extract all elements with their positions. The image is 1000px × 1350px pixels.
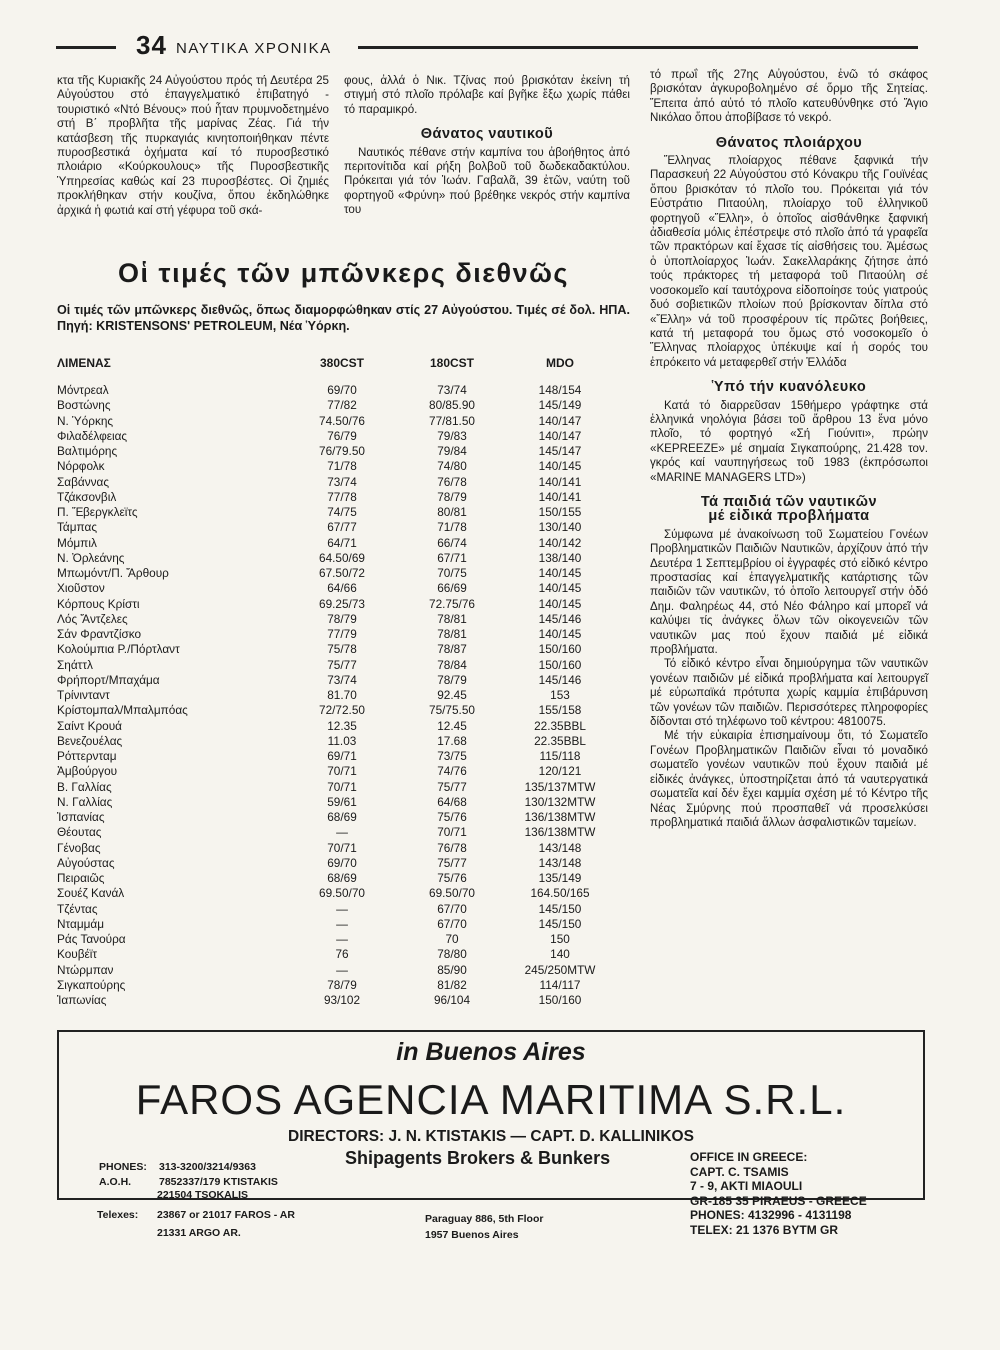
column-1-text <box>57 74 329 218</box>
price-mdo: 115/118 <box>539 749 581 763</box>
price-mdo: 145/146 <box>538 672 582 687</box>
table-row <box>57 978 630 993</box>
table-row <box>57 520 630 535</box>
port-name: Κρίστομπαλ/Μπαλμπόας <box>57 703 188 718</box>
publication-title: ΝΑΥΤΙΚΑ ΧΡΟΝΙΚΑ <box>176 40 332 57</box>
price-180cst: 69.50/70 <box>429 886 475 901</box>
price-mdo: 145/150 <box>538 916 582 931</box>
price-180cst: 67/70 <box>437 916 467 931</box>
table-row <box>57 947 630 962</box>
captain-death-paragraph: Ἕλληνας πλοίαρχος πέθανε ξαφνικά τήν Παρασκευή 22 Αὐγούστου στό Κόνακρυ τῆς Γουϊνέας ὅπου βρισκόταν τό πλοῖο του. Πρόκειται γιά τόν Εὐστράτιο Πιταούλη, πλοίαρχο τοῦ ἑλληνικοῦ φορτηγοῦ «Ἕλλη», ὁ ὁποῖος αἰσθάνθηκε ξαφνική ἀδιαθεσία μόλις ἐπέστρεψε στό πλοῖο ἀπό τά γραφεῖα τῶν πρακτόρων καί ἔχασε τίς αἰσθήσεις του. Ἀμέσως ὁ ὑποπλοίαρχος Ἰωάν. Σακελλαράκης ζήτησε ἀπό τούς πράκτορες τή μεταφορά τοῦ Πιταούλη σέ νοσοκομεῖο καί ταυτόχρονα εἰδοποίησε τούς γιατρούς δυό σοβιετικῶν πλοίων πού βρίσκονταν δίπλα στό «Ἕλλη» νά τοῦ προσφέρουν τίς πρῶτες βοήθειες, κατά τή μεταφορά του ὅμως στό νοσοκομεῖο ὁ Ἕλληνας πλοίαρχος ὑπέκυψε καί ἡ σορός του ἐπρόκειτο νά μεταφερθεῖ στήν Ἑλλάδα <box>650 154 928 369</box>
price-180cst: 78/81 <box>437 611 467 626</box>
port-name: Σαίντ Κρουά <box>57 718 122 733</box>
price-180cst: 80/85.90 <box>429 398 475 413</box>
price-mdo: 138/140 <box>538 550 582 565</box>
port-name: Σιγκαπούρης <box>57 977 126 992</box>
price-380cst: 78/79 <box>327 611 357 626</box>
price-mdo: 145/146 <box>538 611 582 626</box>
price-380cst: 77/79 <box>327 627 357 641</box>
price-180cst: 79/84 <box>437 444 467 458</box>
port-name: Φιλαδέλφειας <box>57 428 128 443</box>
table-row <box>57 749 630 764</box>
price-mdo: 150/155 <box>538 505 582 519</box>
price-380cst: 75/77 <box>327 657 357 672</box>
price-380cst: — <box>336 825 348 840</box>
price-mdo: 140/142 <box>538 535 582 550</box>
port-name: Τζέντας <box>57 901 98 916</box>
table-row <box>57 490 630 505</box>
port-name: Σάν Φραντζίσκο <box>57 627 142 641</box>
price-180cst: 78/84 <box>437 657 467 672</box>
price-180cst: 79/83 <box>437 428 467 443</box>
children-paragraph-2: Τό εἰδικό κέντρο εἶναι δημιούργημα τῶν ναυτικῶν γονέων παιδιῶν μέ εἰδικά προβλήματα καί λειτουργεῖ μέ εὐρωπαϊκά πρότυπα χωρίς καμμία ἐπιβάρυνση τῶν γονέων τῶν παιδιῶν. Περισσότερες πληροφορίες δίδονται στό τηλέφωνο τοῦ κέντρου: 4810075. <box>650 657 928 729</box>
table-row <box>57 581 630 596</box>
price-380cst: 70/71 <box>327 764 357 779</box>
port-name: Τάμπας <box>57 520 98 535</box>
fire-report-ending: φους, ἀλλά ὁ Νικ. Τζίνας πού βρισκόταν ἐκείνη τή στιγμή στό πλοῖο πρόλαβε καί βγῆκε ἔξω χωρίς πάθει τό παραμικρό. <box>344 74 630 116</box>
price-180cst: 80/81 <box>437 505 467 519</box>
greek-flag-paragraph: Κατά τό διαρρεῦσαν 15θήμερο γράφτηκε στά ἑλληνικά νηολόγια βάσει τοῦ ἄρθρου 13 ἕνα μόνο πλοῖο, τό φορτηγό «Σή Γιούνιτι», πρώην «ΚEPREEZE» μέ σημαία Σιγκαπούρης, 21.428 τον. γκρός καί ναυπηγήσεως τοῦ 1983 (ἐκπρόσωποι «MARINE MANAGERS LTD») <box>650 398 928 484</box>
table-row <box>57 383 630 398</box>
price-180cst: 64/68 <box>437 794 467 809</box>
price-mdo: 140/147 <box>538 413 582 428</box>
price-mdo: 140/145 <box>538 627 582 641</box>
price-180cst: 78/79 <box>437 489 467 504</box>
port-name: Γένοβας <box>57 840 101 855</box>
price-380cst: 71/78 <box>327 459 357 474</box>
port-name: Βενεζουέλας <box>57 733 123 748</box>
table-row <box>57 703 630 718</box>
price-180cst: 70/71 <box>437 825 467 840</box>
port-name: Σαβάννας <box>57 474 110 489</box>
table-row <box>57 414 630 429</box>
port-name: Τζάκσονβιλ <box>57 489 117 504</box>
price-380cst: 70/71 <box>327 840 357 855</box>
ad-office-line: TELEX: 21 1376 BYTM GR <box>690 1222 839 1237</box>
table-row <box>57 551 630 566</box>
price-380cst: 76 <box>335 947 349 962</box>
ad-office-line: CAPT. C. TSAMIS <box>690 1164 789 1179</box>
port-name: Μόντρεαλ <box>57 383 109 397</box>
table-row <box>57 597 630 612</box>
price-mdo: 22.35BBL <box>534 718 586 733</box>
table-row <box>57 475 630 490</box>
price-380cst: — <box>336 962 348 977</box>
price-380cst: 69.25/73 <box>319 596 365 611</box>
port-name: Νταμμάμ <box>57 916 105 931</box>
price-180cst: 71/78 <box>437 520 467 535</box>
port-name: Πειραιῶς <box>57 871 105 885</box>
table-row <box>57 780 630 795</box>
port-name: Ν. Ὀρλεάνης <box>57 550 125 565</box>
price-180cst: 12.45 <box>437 718 467 733</box>
price-380cst: 72/72.50 <box>319 703 365 718</box>
ad-office-line: 7 - 9, AKTI MIAOULI <box>690 1179 803 1193</box>
ad-city: in Buenos Aires <box>396 1038 586 1066</box>
price-380cst: 73/74 <box>327 474 357 489</box>
price-mdo: 22.35BBL <box>534 733 586 748</box>
table-row <box>57 810 630 825</box>
price-180cst: 75/75.50 <box>429 703 475 718</box>
port-name: Μόμπιλ <box>57 535 97 550</box>
price-380cst: — <box>336 916 348 931</box>
table-row <box>57 612 630 627</box>
table-row <box>57 642 630 657</box>
price-380cst: 75/78 <box>327 642 357 657</box>
price-mdo: 155/158 <box>538 703 582 718</box>
price-180cst: 75/77 <box>437 855 467 870</box>
table-row <box>57 429 630 444</box>
price-mdo: 140/141 <box>538 489 582 504</box>
port-name: Βοστώνης <box>57 398 111 413</box>
price-380cst: 68/69 <box>327 810 357 824</box>
heading-children-line2: μέ εἰδικά προβλήματα <box>708 508 870 525</box>
price-380cst: 74.50/76 <box>319 413 365 428</box>
table-row <box>57 856 630 871</box>
price-mdo: 140/145 <box>538 459 582 474</box>
port-name: Ἀμβούργου <box>57 764 118 779</box>
price-180cst: 78/81 <box>437 627 467 641</box>
price-mdo: 245/250MTW <box>524 962 596 977</box>
port-name: Ράς Τανούρα <box>57 932 126 946</box>
table-row <box>57 963 630 978</box>
ad-services: Shipagents Brokers & Bunkers <box>345 1148 611 1168</box>
price-180cst: 75/77 <box>437 779 467 794</box>
children-paragraph-3: Μέ τήν εὐκαιρία ἐπισημαίνουμ ὅτι, τό Σωματεῖο Γονέων Προβληματικῶν Παιδιῶν εἶναι τό μοναδικό σωματεῖο γονέων ναυτικῶν πού ἔχουν παιδιά μέ εἰδικές ἀνάγκες, ὑποστηρίζεται ἀπό τά ναυτεργατικά σωματεῖα καί δέν ἔχει καμμία σχέση μέ τό Κέντρο τῆς Νέας Σμύρνης πού προσπαθεῖ νά προσελκύσει προβληματικά παιδιά ἄλλων ἀσφαλιστικῶν ταμείων. <box>650 729 928 829</box>
port-name: Αὐγούστας <box>57 855 115 870</box>
ad-company-name: FAROS AGENCIA MARITIMA S.R.L. <box>135 1076 847 1123</box>
price-mdo: 164.50/165 <box>530 886 590 901</box>
ad-telex-1: 23867 or 21017 FAROS - AR <box>157 1209 295 1221</box>
table-row <box>57 795 630 810</box>
table-row <box>57 719 630 734</box>
port-name: Νόρφολκ <box>57 459 105 474</box>
port-name: Σηάττλ <box>57 657 93 672</box>
table-row <box>57 566 630 581</box>
heading-captain-death: Θάνατος πλοιάρχου <box>715 134 863 151</box>
table-row <box>57 398 630 413</box>
price-mdo: 130/132MTW <box>524 794 596 809</box>
price-mdo: 136/138MTW <box>524 825 596 840</box>
port-name: Σουέζ Κανάλ <box>57 886 125 901</box>
table-header-mdo: MDO <box>546 356 574 370</box>
port-name: Ἰσπανίας <box>57 810 105 824</box>
price-180cst: 66/69 <box>437 581 467 596</box>
price-180cst: 75/76 <box>437 810 467 824</box>
port-name: Βαλτιμόρης <box>57 444 118 458</box>
ad-aoh-label: A.O.H. <box>99 1176 132 1188</box>
ad-office-greece <box>690 1150 867 1237</box>
port-name: Ν. Ὑόρκης <box>57 413 114 428</box>
price-380cst: 74/75 <box>327 505 357 519</box>
heading-children-line1: Τά παιδιά τῶν ναυτικῶν <box>700 493 878 510</box>
table-row <box>57 917 630 932</box>
price-380cst: — <box>336 901 348 916</box>
price-180cst: 67/70 <box>437 901 467 916</box>
price-380cst: 11.03 <box>327 733 357 748</box>
column-3-text <box>650 68 928 830</box>
column-2-text <box>344 74 630 218</box>
price-mdo: 130/140 <box>538 520 582 535</box>
price-380cst: 64/71 <box>327 535 357 550</box>
ad-phones-label: PHONES: <box>99 1161 147 1173</box>
price-mdo: 120/121 <box>538 764 582 779</box>
price-380cst: 69/70 <box>327 855 357 870</box>
ad-aoh-2: 221504 TSOKALIS <box>157 1189 249 1201</box>
port-name: Θέουτας <box>57 825 102 840</box>
ad-office-title: OFFICE IN GREECE: <box>690 1150 808 1164</box>
price-180cst: 75/76 <box>437 871 467 885</box>
table-row <box>57 871 630 886</box>
price-380cst: 77/82 <box>327 398 357 413</box>
table-row <box>57 673 630 688</box>
seaman-death-paragraph: Ναυτικός πέθανε στήν καμπίνα του ἀβοήθητος ἀπό περιτονίτιδα καί ρήξη βολβοῦ τοῦ δωδεκαδακτύλου. Πρόκειται γιά τόν Ἰωάν. Γαβαλᾶ, 39 ἐτῶν, ναύτη τοῦ φορτηγοῦ «Φρύνη» πού βρέθηκε νεκρός στήν καμπίνα του <box>344 145 630 217</box>
price-180cst: 67/71 <box>437 550 467 565</box>
price-180cst: 72.75/76 <box>429 596 475 611</box>
price-mdo: 136/138MTW <box>524 810 596 824</box>
ad-address-1: Paraguay 886, 5th Floor <box>425 1213 544 1225</box>
price-180cst: 78/80 <box>437 947 467 962</box>
table-row <box>57 536 630 551</box>
price-380cst: 12.35 <box>327 718 357 733</box>
price-380cst: 68/69 <box>327 871 357 885</box>
price-180cst: 78/87 <box>437 642 467 657</box>
price-380cst: 77/78 <box>327 489 357 504</box>
table-row <box>57 505 630 520</box>
price-380cst: 78/79 <box>327 977 357 992</box>
price-380cst: 69.50/70 <box>319 886 365 901</box>
price-180cst: 76/78 <box>437 840 467 855</box>
port-name: Κόρπους Κρίστι <box>57 596 140 611</box>
price-380cst: 64.50/69 <box>319 550 365 565</box>
table-row <box>57 993 630 1008</box>
price-180cst: 76/78 <box>437 474 467 489</box>
price-mdo: 150/160 <box>538 993 582 1007</box>
price-380cst: 76/79.50 <box>319 444 365 458</box>
port-name: Τρίνινταντ <box>57 688 110 702</box>
price-180cst: 70 <box>445 932 459 946</box>
table-row <box>57 764 630 779</box>
table-row <box>57 734 630 749</box>
price-380cst: 59/61 <box>327 794 357 809</box>
price-mdo: 114/117 <box>539 977 581 992</box>
price-mdo: 140/145 <box>538 596 582 611</box>
ad-office-line: PHONES: 4132996 - 4131198 <box>690 1208 852 1222</box>
price-mdo: 148/154 <box>538 383 582 397</box>
port-name: Κολούμπια Ρ./Πόρτλαντ <box>57 642 180 657</box>
price-180cst: 85/90 <box>437 962 467 977</box>
price-380cst: 73/74 <box>327 672 357 687</box>
table-row <box>57 658 630 673</box>
port-name: Ρόττερνταμ <box>57 749 117 763</box>
page-number: 34 <box>136 30 167 60</box>
port-name: Χιοῦστον <box>57 581 105 596</box>
table-header-port: ΛΙΜΕΝΑΣ <box>57 356 111 370</box>
price-180cst: 66/74 <box>437 535 467 550</box>
port-name: Ντώρμπαν <box>57 962 114 977</box>
port-name: Λός Ἄντζελες <box>57 611 128 626</box>
price-380cst: 67/77 <box>327 520 357 535</box>
bunker-prices-title: Οἱ τιμές τῶν μπῶνκερς διεθνῶς <box>118 258 569 288</box>
price-mdo: 140/141 <box>538 474 582 489</box>
price-380cst: 76/79 <box>327 428 357 443</box>
ad-telex-2: 21331 ARGO AR. <box>157 1227 241 1239</box>
price-380cst: 93/102 <box>323 993 361 1007</box>
table-row <box>57 841 630 856</box>
price-mdo: 140 <box>550 947 570 962</box>
price-mdo: 153 <box>550 688 570 702</box>
seaman-death-ending: τό πρωΐ τῆς 27ης Αὐγούστου, ἐνῶ τό σκάφος βρισκόταν ἀγκυροβολημένο σέ ὅρμο τῆς Σητείας. Ἔπειτα ἀπό αὐτό τό πλοῖο κατευθύνθηκε στό Ἅγιο Νικόλαο ὅπου ἀποβίβασε τό νεκρό. <box>650 68 928 125</box>
port-name: Ἰαπωνίας <box>57 993 107 1007</box>
table-row <box>57 688 630 703</box>
price-mdo: 145/149 <box>538 398 582 413</box>
price-mdo: 145/150 <box>538 901 582 916</box>
port-name: Μπωμόντ/Π. Ἄρθουρ <box>57 566 169 580</box>
table-row <box>57 886 630 901</box>
header-rule-left <box>56 46 116 49</box>
bunker-prices-lead: Οἱ τιμές τῶν μπῶνκερς διεθνῶς, ὅπως διαμορφώθηκαν στίς 27 Αὐγούστου. Τιμές σέ δολ. ΗΠΑ. Πηγή: KRISTENSONS' PETROLEUM, Νέα Ὑόρκη. <box>57 303 630 333</box>
table-header-380cst: 380CST <box>319 356 365 370</box>
fire-report-paragraph: κτα τῆς Κυριακῆς 24 Αὐγούστου πρός τή Δευτέρα 25 Αὐγούστου στό ἐπαγγελματικό ἐπιβατηγό - τουριστικό «Ντό Βένους» πού ἦταν πρυμνοδετημένο στή Β΄ προβλῆτα τῆς μαρίνας Ζέας. Γιά τήν κατάσβεση τῆς πυρκαγιάς κινητοποιήθηκαν πέντε πυροσβεστικά ὀχήματα καί τό πυροσβεστικό πλοιάριο «Κούρκουλους» τῆς Πυροσβεστικῆς Ὑπηρεσίας καθώς καί 23 πυροσβέστες. Οἱ ζημιές προκλήθηκαν στήν κουζίνα, ὅπου ἐκδηλώθηκε ἀρχικά ἡ φωτιά καί στή γέφυρα τοῦ σκά- <box>57 74 329 217</box>
price-180cst: 78/79 <box>437 672 467 687</box>
price-380cst: 67.50/72 <box>319 566 365 580</box>
price-180cst: 70/75 <box>437 566 467 580</box>
price-380cst: 69/70 <box>327 383 357 397</box>
price-mdo: 140/145 <box>538 566 582 580</box>
price-180cst: 74/76 <box>437 764 467 779</box>
price-180cst: 96/104 <box>433 993 471 1007</box>
price-mdo: 150 <box>550 932 570 946</box>
price-180cst: 81/82 <box>437 977 467 992</box>
table-row <box>57 459 630 474</box>
ad-phones: 313-3200/3214/9363 <box>159 1161 256 1173</box>
port-name: Φρήπορτ/Μπαχάμα <box>57 672 160 687</box>
price-180cst: 92.45 <box>437 688 467 702</box>
table-row <box>57 444 630 459</box>
port-name: Κουβέϊτ <box>57 947 98 962</box>
heading-greek-flag: Ὑπό τήν κυανόλευκο <box>711 379 867 396</box>
port-name: Π. Ἔβεργκλεϊτς <box>57 505 138 519</box>
port-name: Β. Γαλλίας <box>57 779 112 794</box>
ad-aoh-1: 7852337/179 KTISTAKIS <box>159 1176 278 1188</box>
price-mdo: 135/137MTW <box>524 779 596 794</box>
price-mdo: 150/160 <box>538 642 582 657</box>
table-row <box>57 932 630 947</box>
price-380cst: 64/66 <box>327 581 357 596</box>
table-row <box>57 825 630 840</box>
ad-telex-label: Telexes: <box>97 1209 139 1221</box>
header-rule-right <box>358 46 918 49</box>
price-180cst: 17.68 <box>437 733 467 748</box>
bunker-price-table <box>57 383 630 1008</box>
port-name: Ν. Γαλλίας <box>57 794 113 809</box>
price-380cst: 81.70 <box>327 688 357 702</box>
price-180cst: 73/75 <box>437 749 467 763</box>
price-mdo: 140/145 <box>538 581 582 596</box>
price-mdo: 145/147 <box>538 444 582 458</box>
price-380cst: 70/71 <box>327 779 357 794</box>
price-180cst: 77/81.50 <box>429 413 475 428</box>
price-380cst: 69/71 <box>327 749 357 763</box>
table-header-180cst: 180CST <box>429 356 475 370</box>
price-380cst: — <box>336 932 348 946</box>
heading-seaman-death: Θάνατος ναυτικοῦ <box>420 126 554 143</box>
ad-address-2: 1957 Buenos Aires <box>425 1229 519 1241</box>
table-row <box>57 902 630 917</box>
price-180cst: 74/80 <box>437 459 467 474</box>
table-row <box>57 627 630 642</box>
price-mdo: 150/160 <box>538 657 582 672</box>
ad-office-line: GR-185 35 PIRAEUS - GREECE <box>690 1193 867 1208</box>
price-mdo: 140/147 <box>538 428 582 443</box>
price-180cst: 73/74 <box>437 383 467 397</box>
price-mdo: 135/149 <box>538 871 582 885</box>
price-mdo: 143/148 <box>538 840 582 855</box>
price-mdo: 143/148 <box>538 855 582 870</box>
ad-directors: DIRECTORS: J. N. KTISTAKIS — CAPT. D. KALLINIKOS <box>288 1128 694 1145</box>
children-paragraph-1: Σύμφωνα μέ ἀνακοίνωση τοῦ Σωματείου Γονέων Προβληματικῶν Παιδιῶν Ναυτικῶν, ἀρχίζουν ἀπό τήν Δευτέρα 1 Σεπτεμβρίου οἱ ἐγγραφές στό εἰδικό κέντρο προστασίας καί ἐπαγγελματικῆς κατάρτισης τῶν παιδιῶν τῶν ναυτικῶν, τό ὁποῖο λειτουργεῖ στήν ὁδό Δημ. Φαληρέως 44, στό Νέο Φάληρο καί μπορεῖ νά καλύψει τίς ἀνάγκες ὅλων τῶν οἰκογενειῶν τῶν ναυτικῶν μας πού ἔχουν παιδιά μέ εἰδικά προβλήματα. <box>650 527 928 657</box>
